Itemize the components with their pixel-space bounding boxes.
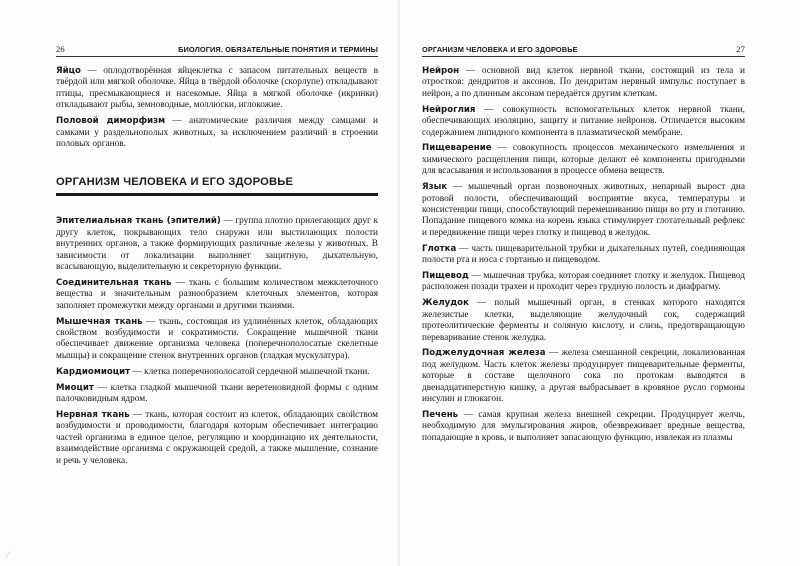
glossary-entry <box>422 298 745 344</box>
entry-term: Соединительная ткань <box>56 277 172 288</box>
glossary-entry <box>56 278 378 312</box>
entry-term: Нейрон <box>422 66 460 76</box>
glossary-entry <box>56 216 378 273</box>
entry-term: Мышечная ткань <box>56 316 143 327</box>
glossary-entry <box>422 410 745 444</box>
section-heading: ОРГАНИЗМ ЧЕЛОВЕКА И ЕГО ЗДОРОВЬЕ <box>56 176 378 196</box>
entry-term: Половой диморфизм <box>56 116 166 127</box>
entry-term: Пищеварение <box>422 143 492 154</box>
entry-definition: — ткань, состоящая из удлинённых клеток, обладающих свойством возбудимости и сократимости. Сокращение мышечной ткани обеспечивает движение организма человека (поперечнополосатые скелетные мышцы) и сокращение стенок внутренних органов (гладкая мускулатура). <box>56 316 378 361</box>
page-number-right: 27 <box>736 44 745 54</box>
glossary-entry <box>56 116 378 150</box>
glossary-entry <box>422 105 745 139</box>
glossary-entry <box>422 244 745 267</box>
right-page <box>400 0 800 566</box>
glossary-entry <box>422 66 745 100</box>
entry-definition: — основной вид клеток нервной ткани, состоящий из тела и отростков: дендритов и аксонов. По дендритам нервный импульс поступает в нейрон, а по длинным аксонам передаётся другим клеткам. <box>422 66 745 99</box>
entry-term: Яйцо <box>56 66 81 76</box>
entry-term: Глотка <box>422 243 457 254</box>
entry-definition: — железа смешанной секреции, локализованная под желудком. Часть клеток железы продуцирует пищеварительные ферменты, которые в составе щелочного сока по протокам выводятся в двенадцатиперстную кишку, а другая выбрасывает в кровяное русло гормоны инсулин и глюкагон. <box>422 348 745 405</box>
running-header-right <box>422 44 745 57</box>
entry-definition: — ткань, которая состоит из клеток, обладающих свойством возбудимости и проводимости, благодаря которым обеспечивает интеграцию частей организма в единое целое, регуляцию и координацию их деятельности, взаимодействие организма с окружающей средой, а также мышление, сознание и речь у человека. <box>56 409 378 466</box>
running-title-right: ОРГАНИЗМ ЧЕЛОВЕКА И ЕГО ЗДОРОВЬЕ <box>422 45 578 54</box>
entry-definition: — совокупность процессов механического измельчения и химического расщепления пищи, которые делают её компоненты пригодными для всасывания и использования в процессе обмена веществ. <box>422 143 745 177</box>
glossary-entry <box>56 317 378 363</box>
glossary-entry <box>422 182 745 239</box>
glossary-entry <box>56 66 378 112</box>
glossary-entry <box>422 271 745 294</box>
running-title-left: БИОЛОГИЯ. ОБЯЗАТЕЛЬНЫЕ ПОНЯТИЯ И ТЕРМИНЫ <box>178 45 378 54</box>
entry-term: Кардиомиоцит <box>56 366 131 377</box>
entry-definition: — мышечный орган позвоночных животных, непарный вырост дна ротовой полости, обеспечивающий восприятие вкуса, температуры и консистенции пищи, способствующий перемешиванию пищи во рту и глотанию. Попадание пищевого комка на корень языка стимулирует глотательный рефлекс и передвижение пищи через глотку и пищевод в желудок. <box>422 182 745 238</box>
entries-top <box>56 66 378 150</box>
entry-term: Миоцит <box>56 382 94 393</box>
entries-bottom <box>56 216 378 467</box>
entry-term: Нервная ткань <box>56 409 130 420</box>
entry-definition: — полый мышечный орган, в стенках которого находятся железистые клетки, выделяющие желудочный сок, содержащий протеолитические ферменты и соляную кислоту, и слизь, предотвращающую переваривание стенок желудка. <box>422 298 745 343</box>
entry-definition: — совокупность вспомогательных клеток нервной ткани, обеспечивающих изоляцию, защиту и питание нейронов. Отличается высоким содержанием липидного компонента в плазматической мембране. <box>422 104 745 138</box>
glossary-entry <box>56 367 378 378</box>
entry-definition: — клетка гладкой мышечной ткани веретеновидной формы с одним палочковидным ядром. <box>56 382 378 405</box>
entry-term: Эпителиальная ткань (эпителий) <box>56 216 221 227</box>
entry-term: Нейроглия <box>422 104 476 115</box>
entry-definition: — анатомические различия между самцами и самками у раздельнополых животных, за исключением различий в строении половых органов. <box>56 116 378 149</box>
glossary-entry <box>422 348 745 405</box>
entries-right <box>422 66 745 444</box>
entry-definition: — ткань с большим количеством межклеточного вещества и значительным разнообразием клеточных элементов, которая заполняет промежутки между органами и другими тканями. <box>56 277 378 311</box>
glossary-entry <box>422 143 745 177</box>
glossary-entry <box>56 410 378 467</box>
entry-term: Пищевод <box>422 271 469 281</box>
entry-definition: — клетка поперечнополосатой сердечной мышечной ткани. <box>130 366 370 377</box>
entry-definition: — оплодотворённая яйцеклетка с запасом питательных веществ в твёрдой или мягкой оболочке. Яйца в твёрдой оболочке (скорлупе) откладывают птицы, пресмыкающиеся и насекомые. Яйца в мягкой оболочке (икринки) откладывают рыбы, земноводные, моллюски, иглокожие. <box>56 66 378 111</box>
entry-term: Желудок <box>422 298 469 309</box>
glossary-entry <box>56 383 378 406</box>
entry-term: Поджелудочная железа <box>422 348 546 359</box>
entry-definition: — самая крупная железа внешней секреции. Продуцирует желчь, необходимую для эмульгирования жиров, обезвреживает вредные вещества, попадающие в кровь, и выполняет запасающую функцию, извлекая из плазмы <box>422 409 745 443</box>
entry-term: Язык <box>422 182 448 193</box>
entry-definition: — группа плотно прилегающих друг к другу клеток, покрывающих тело снаружи или выстилающих полости внутренних органов, а также формирующих различные железы у животных. В зависимости от локализации выполняет защитную, дыхательную, всасывающую, выделительную и секреторную функции. <box>56 216 378 272</box>
entry-definition: — часть пищеварительной трубки и дыхательных путей, соединяющая полости рта и носа с гортанью и пищеводом. <box>422 243 745 266</box>
page-number-left: 26 <box>56 44 65 54</box>
running-header-left <box>56 44 378 57</box>
corner-watermark-mark: ⁄ <box>7 551 9 561</box>
entry-definition: — мышечная трубка, которая соединяет глотку и желудок. Пищевод расположен позади трахеи и проходит через грудную полость и диафрагму. <box>422 271 745 293</box>
entry-term: Печень <box>422 409 459 420</box>
